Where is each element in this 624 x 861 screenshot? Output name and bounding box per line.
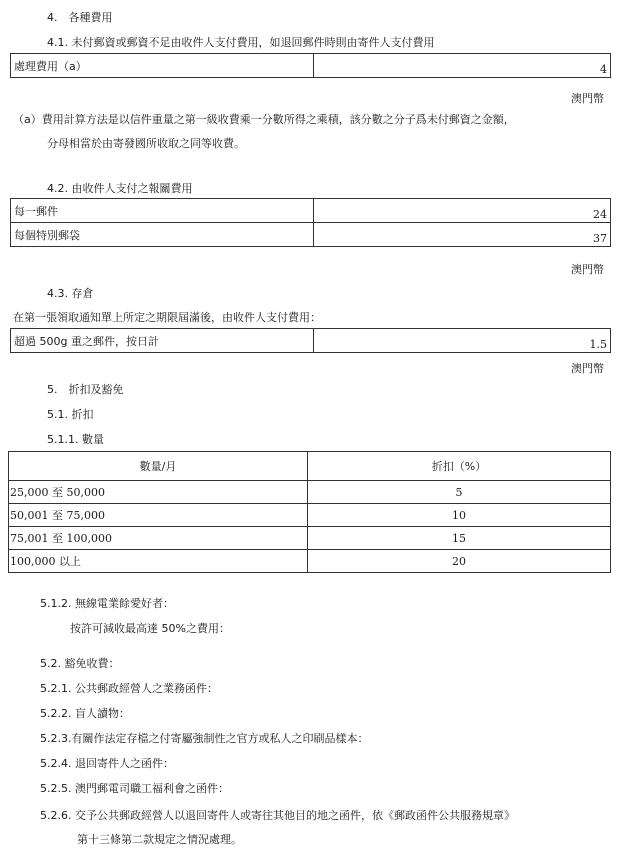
discount-percent: 20 xyxy=(308,550,611,573)
fee-value: 24 xyxy=(314,199,611,223)
section-5-2-6-line1: 5.2.6. 交予公共郵政經營人以退回寄件人或寄往其他目的地之函件，依《郵政函件公共服務規章》 xyxy=(40,809,515,822)
section-5-2-2: 5.2.2. 盲人讀物： xyxy=(40,707,130,720)
currency-unit: 澳門幣 xyxy=(571,92,604,105)
fee-label: 每一郵件 xyxy=(11,199,314,223)
fee-label: 處理費用（a） xyxy=(11,54,314,78)
section-4-3-title: 4.3. 存倉 xyxy=(47,287,94,300)
note-a-line1: （a）費用計算方法是以信件重量之第一級收費乘一分數所得之乘積，該分數之分子爲未付郵資之金額， xyxy=(13,113,515,126)
discount-percent: 10 xyxy=(308,504,611,527)
table-row xyxy=(11,329,611,353)
table-row xyxy=(11,223,611,247)
table-row xyxy=(11,199,611,223)
fee-value: 37 xyxy=(314,223,611,247)
discount-percent: 15 xyxy=(308,527,611,550)
quantity-range: 100,000 以上 xyxy=(9,550,308,573)
section-5-1-1-title: 5.1.1. 數量 xyxy=(47,433,104,446)
section-4-2-title: 4.2. 由收件人支付之報關費用 xyxy=(47,182,193,195)
section-5-2-3: 5.2.3.有關作法定存檔之付寄屬強制性之官方或私人之印刷品樣本： xyxy=(40,732,369,745)
section-4-1-title: 4.1. 未付郵資或郵資不足由收件人支付費用，如退回郵件時則由寄件人支付費用 xyxy=(47,36,435,49)
quantity-range: 50,001 至 75,000 xyxy=(9,504,308,527)
quantity-range: 25,000 至 50,000 xyxy=(9,481,308,504)
storage-fee-table xyxy=(10,328,611,353)
column-header-quantity: 數量/月 xyxy=(9,452,308,481)
section-5-1-2-text: 按許可減收最高達 50%之費用： xyxy=(70,622,230,635)
section-4-heading: 4. 各種費用 xyxy=(47,11,113,24)
note-a-line2: 分母相當於由寄發國所收取之同等收費。 xyxy=(47,137,245,150)
fee-value: 1.5 xyxy=(314,329,611,353)
storage-intro: 在第一張領取通知單上所定之期限屆滿後，由收件人支付費用： xyxy=(13,311,321,324)
table-row xyxy=(9,481,611,504)
section-5-2-5: 5.2.5. 澳門郵電司職工福利會之函件： xyxy=(40,782,229,795)
table-row xyxy=(9,550,611,573)
section-5-heading: 5. 折扣及豁免 xyxy=(47,383,124,396)
table-row xyxy=(9,527,611,550)
fee-value: 4 xyxy=(314,54,611,78)
section-5-2-1: 5.2.1. 公共郵政經營人之業務函件： xyxy=(40,682,218,695)
customs-fee-table xyxy=(10,198,611,247)
column-header-discount: 折扣（%） xyxy=(308,452,611,481)
volume-discount-table xyxy=(8,451,611,573)
section-5-2-title: 5.2. 豁免收費： xyxy=(40,657,120,670)
table-row xyxy=(11,54,611,78)
section-5-1-2-title: 5.1.2. 無線電業餘愛好者： xyxy=(40,597,174,610)
fee-label: 超過 500g 重之郵件，按日計 xyxy=(11,329,314,353)
section-5-2-6-line2: 第十三條第二款規定之情況處理。 xyxy=(77,833,242,846)
table-header-row xyxy=(9,452,611,481)
fee-label: 每個特別郵袋 xyxy=(11,223,314,247)
table-row xyxy=(9,504,611,527)
section-5-1-title: 5.1. 折扣 xyxy=(47,408,94,421)
currency-unit: 澳門幣 xyxy=(571,263,604,276)
section-5-2-4: 5.2.4. 退回寄件人之函件： xyxy=(40,757,174,770)
handling-fee-table xyxy=(10,53,611,78)
discount-percent: 5 xyxy=(308,481,611,504)
currency-unit: 澳門幣 xyxy=(571,362,604,375)
quantity-range: 75,001 至 100,000 xyxy=(9,527,308,550)
